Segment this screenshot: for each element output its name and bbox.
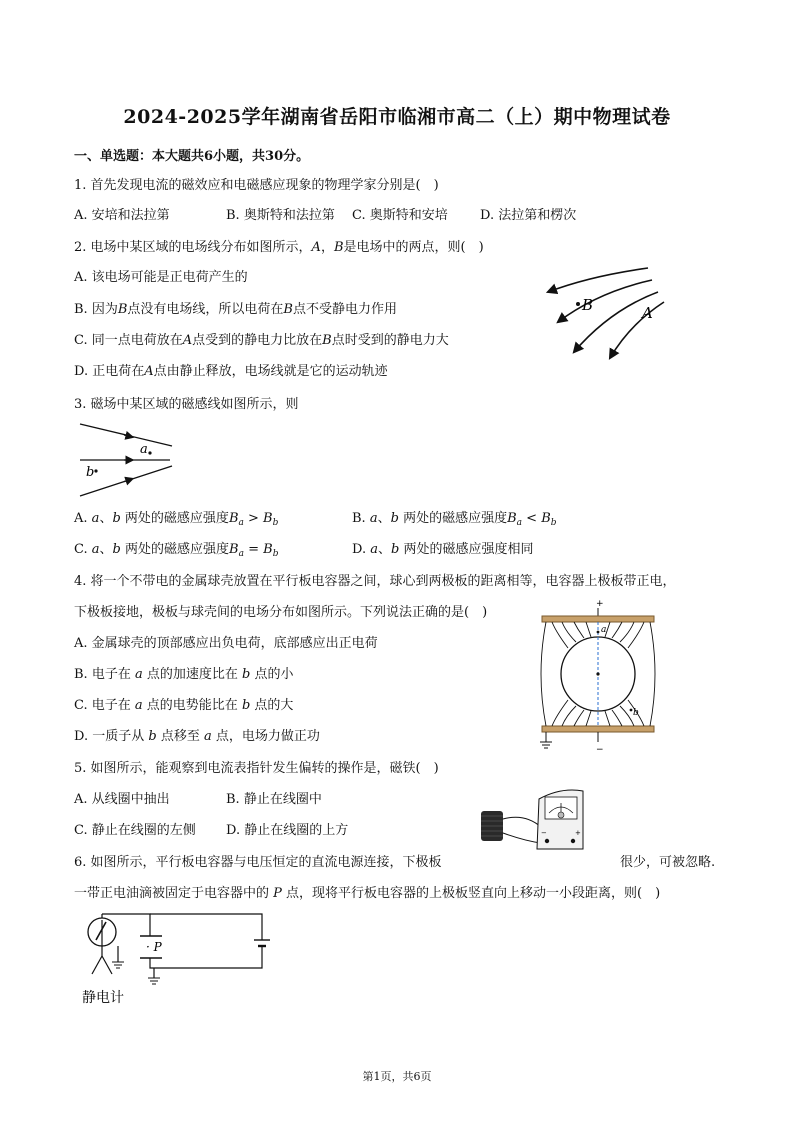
q2-option-d xyxy=(74,364,388,380)
op: > xyxy=(243,511,264,526)
q5-option-d: D. 静止在线圈的上方 xyxy=(226,823,349,838)
q3-option-d xyxy=(352,542,534,558)
var: a xyxy=(91,511,100,526)
q2-stem-text: 2. 电场中某区域的电场线分布如图所示， xyxy=(74,240,312,255)
point-b xyxy=(576,302,580,306)
var: b xyxy=(241,698,251,713)
wire xyxy=(150,914,262,940)
text: 点的小 xyxy=(254,667,294,682)
var: b xyxy=(390,511,399,526)
field-line-left xyxy=(541,622,546,726)
var: a xyxy=(134,667,143,682)
var: B xyxy=(541,511,551,526)
text: 点的加速度比在 xyxy=(146,667,238,682)
text: B. xyxy=(352,511,366,526)
text: C. 电子在 xyxy=(74,698,131,713)
q5-option-a: A. 从线圈中抽出 xyxy=(74,792,170,807)
top-plate xyxy=(542,616,654,622)
q1-option-d: D. 法拉第和楞次 xyxy=(480,208,577,223)
meter-knob xyxy=(558,812,564,818)
wire xyxy=(150,946,262,968)
var: B xyxy=(263,511,273,526)
var: B xyxy=(263,542,273,557)
text: 点，电场力做正功 xyxy=(215,729,320,744)
capacitor-sphere-figure xyxy=(538,598,658,758)
label-b: b xyxy=(633,708,639,718)
var-b: B xyxy=(117,302,128,317)
q2-option-c xyxy=(74,333,449,349)
text: 两处的磁感应强度相同 xyxy=(403,542,534,557)
var: b xyxy=(391,542,400,557)
var: a xyxy=(204,729,212,744)
point-a xyxy=(597,631,600,634)
var: a xyxy=(91,542,100,557)
text: 点的大 xyxy=(254,698,294,713)
var-a: A xyxy=(144,364,154,379)
text: B. 因为 xyxy=(74,302,118,317)
text: 点没有电场线，所以电荷在 xyxy=(127,302,284,317)
q4-option-c xyxy=(74,698,293,714)
coil-galvanometer-figure xyxy=(475,785,610,855)
text: D. xyxy=(352,542,367,557)
text: 点移至 xyxy=(160,729,200,744)
text: 点由静止释放，电场线就是它的运动轨迹 xyxy=(153,364,388,379)
point-b xyxy=(94,469,97,472)
var: a xyxy=(370,542,378,557)
q3-stem: 3. 磁场中某区域的磁感线如图所示，则 xyxy=(74,397,299,412)
var-a: A xyxy=(182,333,193,348)
label-a: a xyxy=(601,625,607,635)
var: B xyxy=(228,511,239,526)
var: b xyxy=(112,511,121,526)
label-p: · P xyxy=(146,940,162,954)
text: D. 正电荷在 xyxy=(74,364,145,379)
q2-option-a: A. 该电场可能是正电荷产生的 xyxy=(74,270,248,285)
op: < xyxy=(522,511,542,526)
var-b: B xyxy=(283,302,293,317)
q5-option-b: B. 静止在线圈中 xyxy=(226,792,322,807)
q4-option-d xyxy=(74,729,320,745)
electrometer-label: 静电计 xyxy=(82,990,124,1006)
q4-stem-line2: 下极板接地，极板与球壳间的电场分布如图所示。下列说法正确的是( ) xyxy=(74,605,488,620)
minus-sign: − xyxy=(596,745,604,755)
sub: a xyxy=(238,549,244,559)
var: a xyxy=(134,698,143,713)
q6-stem-line1-left: 6. 如图所示，平行板电容器与电压恒定的直流电源连接，下极板 xyxy=(74,855,442,870)
var-b: B xyxy=(333,240,344,255)
q4-stem-line1: 4. 将一个不带电的金属球壳放置在平行板电容器之间，球心到两极板的距离相等，电容器上极板带正电， xyxy=(74,574,676,589)
point-b xyxy=(630,709,633,712)
electrometer-leg xyxy=(102,956,112,974)
label-a: A xyxy=(642,304,653,322)
q3-option-c xyxy=(74,542,278,562)
page-footer: 第1页，共6页 xyxy=(362,1070,432,1083)
var-p: P xyxy=(273,886,282,901)
text: 、 xyxy=(378,542,392,557)
electrometer-leg xyxy=(92,956,102,974)
point-a xyxy=(148,451,151,454)
field-lines-figure xyxy=(540,262,670,362)
minus-label: − xyxy=(541,829,547,837)
text: 点的电势能比在 xyxy=(146,698,238,713)
text: 、 xyxy=(99,542,113,557)
terminal-minus xyxy=(545,839,549,843)
text: A. xyxy=(74,511,88,526)
var: B xyxy=(507,511,517,526)
var: B xyxy=(229,542,239,557)
wire xyxy=(503,833,541,843)
text: 、 xyxy=(377,511,391,526)
q2-option-b xyxy=(74,302,397,318)
q4-option-a: A. 金属球壳的顶部感应出负电荷，底部感应出正电荷 xyxy=(74,636,378,651)
sub: b xyxy=(272,518,279,528)
field-line xyxy=(548,268,648,292)
text: C. 同一点电荷放在 xyxy=(74,333,183,348)
sep: ， xyxy=(320,240,334,255)
q5-option-c: C. 静止在线圈的左侧 xyxy=(74,823,196,838)
text: 点不受静电力作用 xyxy=(292,302,397,317)
var: b xyxy=(112,542,121,557)
magnetic-lines-figure xyxy=(78,420,178,500)
text: B. 电子在 xyxy=(74,667,131,682)
text: 两处的磁感应强度 xyxy=(125,542,230,557)
center-point xyxy=(596,672,599,675)
text: 、 xyxy=(99,511,113,526)
sub: a xyxy=(238,518,244,528)
q3-option-a xyxy=(74,511,278,531)
var-b: B xyxy=(322,333,332,348)
var-a: A xyxy=(311,240,321,255)
sub: a xyxy=(516,518,523,528)
q4-option-b xyxy=(74,667,294,683)
q3-option-b xyxy=(352,511,557,531)
var: b xyxy=(242,667,251,682)
text: 两处的磁感应强度 xyxy=(124,511,229,526)
text: 点受到的静电力比放在 xyxy=(192,333,323,348)
terminal-plus xyxy=(571,839,575,843)
field-line xyxy=(610,302,664,358)
text: 点，现将平行板电容器的上极板竖直向上移动一小段距离，则( ) xyxy=(286,886,661,901)
text: 点时受到的静电力大 xyxy=(331,333,449,348)
wire xyxy=(503,817,541,827)
text: C. xyxy=(74,542,88,557)
label-b: b xyxy=(86,465,95,480)
q6-stem-line2 xyxy=(74,886,660,902)
field-line-right xyxy=(650,622,655,726)
q2-stem xyxy=(74,240,484,256)
plus-label: + xyxy=(575,829,581,837)
var: b xyxy=(148,729,157,744)
text: D. 一质子从 xyxy=(74,729,145,744)
q1-stem: 1. 首先发现电流的磁效应和电磁感应现象的物理学家分别是( ) xyxy=(74,178,439,193)
op: = xyxy=(243,542,264,557)
section-heading: 一、单选题：本大题共6小题，共30分。 xyxy=(74,149,310,164)
text: 一带正电油滴被固定于电容器中的 xyxy=(74,886,270,901)
sub: b xyxy=(550,518,557,528)
q5-stem: 5. 如图所示，能观察到电流表指针发生偏转的操作是，磁铁( ) xyxy=(74,761,439,776)
q6-stem-line1-right: 很少，可被忽略. xyxy=(620,855,716,870)
var: a xyxy=(369,511,378,526)
label-a: a xyxy=(140,442,148,457)
text: 两处的磁感应强度 xyxy=(403,511,508,526)
label-b: B xyxy=(582,296,594,314)
q1-option-b: B. 奥斯特和法拉第 xyxy=(226,208,335,223)
q1-option-a: A. 安培和法拉第 xyxy=(74,208,170,223)
electrometer-circuit-figure xyxy=(78,912,278,1012)
sub: b xyxy=(272,549,279,559)
q1-option-c: C. 奥斯特和安培 xyxy=(352,208,448,223)
plus-sign: + xyxy=(596,599,604,609)
page-title: 2024-2025学年湖南省岳阳市临湘市高二（上）期中物理试卷 xyxy=(123,106,671,128)
q2-stem-text: 是电场中的两点，则( ) xyxy=(343,240,484,255)
bottom-plate xyxy=(542,726,654,732)
